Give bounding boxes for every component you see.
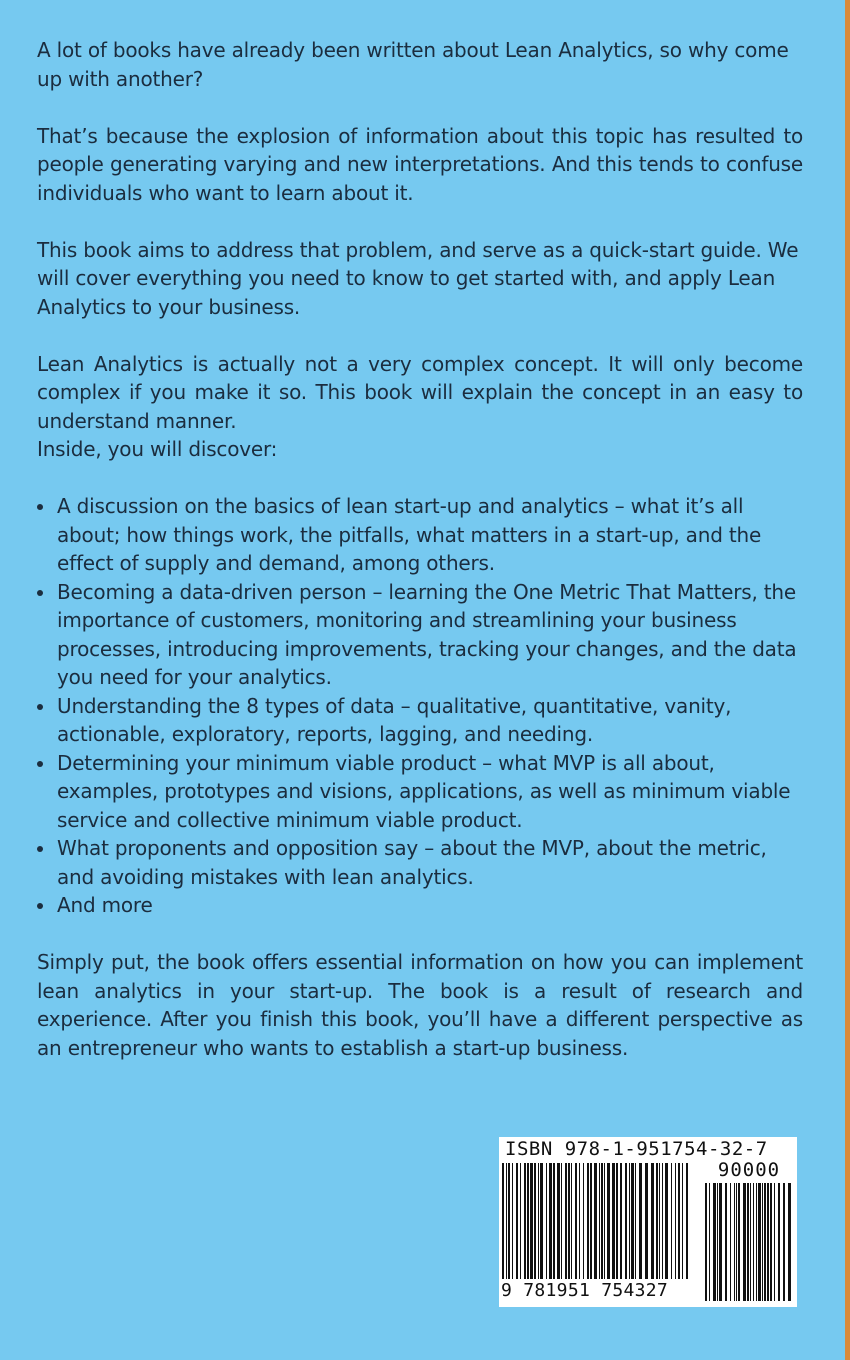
barcode-bar bbox=[656, 1163, 658, 1279]
barcode-bar bbox=[671, 1163, 672, 1279]
barcode-bar bbox=[601, 1163, 603, 1279]
barcode-bar bbox=[635, 1163, 636, 1279]
barcode-bar bbox=[678, 1163, 680, 1279]
barcode-bar bbox=[625, 1163, 627, 1279]
barcode-bar bbox=[587, 1163, 589, 1279]
barcode-bar bbox=[762, 1183, 763, 1301]
barcode-bar bbox=[546, 1163, 547, 1279]
barcode-bar bbox=[512, 1163, 513, 1279]
barcode-bar bbox=[764, 1183, 766, 1301]
concept-paragraph: Lean Analytics is actually not a very complex concept. It will only become complex if you make it so. This book will explain the concept in an easy to understand manner. bbox=[37, 351, 803, 433]
barcode-bar bbox=[540, 1163, 543, 1279]
barcode-bar bbox=[788, 1183, 791, 1301]
barcode-bar bbox=[527, 1163, 529, 1279]
barcode-bar bbox=[725, 1183, 727, 1301]
barcode-bar bbox=[538, 1163, 539, 1279]
barcode-bar bbox=[631, 1163, 634, 1279]
list-item: And more bbox=[37, 891, 803, 920]
discover-list bbox=[37, 492, 803, 920]
barcode-bar bbox=[599, 1163, 600, 1279]
barcode-bar bbox=[506, 1163, 507, 1279]
barcode-bar bbox=[645, 1163, 648, 1279]
barcode-bar bbox=[734, 1183, 735, 1301]
isbn-label: ISBN 978-1-951754-32-7 bbox=[505, 1138, 768, 1160]
barcode-bar bbox=[738, 1183, 740, 1301]
barcode-bar bbox=[616, 1163, 618, 1279]
barcode-bar bbox=[565, 1163, 567, 1279]
barcode-bar bbox=[583, 1163, 584, 1279]
list-item: Determining your minimum viable product – what MVP is all about, examples, prototypes and visions, applications, as well as minimum viable service and collective minimum viable product. bbox=[37, 749, 803, 835]
barcode-bar bbox=[730, 1183, 731, 1301]
back-cover-text bbox=[37, 36, 803, 1091]
barcode-bar bbox=[778, 1183, 780, 1301]
barcode-bar bbox=[520, 1163, 521, 1279]
barcode-bar bbox=[659, 1163, 660, 1279]
aim-paragraph: This book aims to address that problem, and serve as a quick-start guide. We will cover everything you need to know to get started with, and apply Lean Analytics to your business. bbox=[37, 237, 799, 319]
barcode-bar bbox=[502, 1163, 504, 1279]
barcode-addon-number: 90000 bbox=[717, 1159, 781, 1181]
barcode-bar bbox=[756, 1183, 757, 1301]
barcode-bar bbox=[629, 1163, 630, 1279]
barcode-bar bbox=[579, 1163, 580, 1279]
discover-heading: Inside, you will discover: bbox=[37, 437, 278, 461]
barcode-bar bbox=[651, 1163, 654, 1279]
barcode-bar bbox=[747, 1183, 749, 1301]
barcode-bar bbox=[682, 1163, 683, 1279]
barcode-bar bbox=[713, 1183, 716, 1301]
barcode-bar bbox=[561, 1163, 562, 1279]
barcode-bar bbox=[750, 1183, 751, 1301]
barcode-bar bbox=[665, 1163, 668, 1279]
barcode-bar bbox=[675, 1163, 676, 1279]
barcode-bar bbox=[549, 1163, 552, 1279]
barcode-bar bbox=[770, 1183, 772, 1301]
barcode-bar bbox=[524, 1163, 526, 1279]
barcode-bar bbox=[534, 1163, 536, 1279]
barcode-bar bbox=[594, 1163, 597, 1279]
barcode-bar bbox=[774, 1183, 775, 1301]
barcode-bar bbox=[662, 1163, 663, 1279]
barcode-bar bbox=[709, 1183, 710, 1301]
barcode-bar bbox=[607, 1163, 610, 1279]
intro-paragraph: A lot of books have already been written about Lean Analytics, so why come up with another? bbox=[37, 38, 789, 91]
isbn-barcode bbox=[499, 1137, 797, 1307]
barcode-bar bbox=[557, 1163, 560, 1279]
barcode-bar bbox=[743, 1183, 746, 1301]
barcode-bar bbox=[719, 1183, 722, 1301]
spine-edge bbox=[845, 0, 850, 1360]
barcode-bar bbox=[571, 1163, 572, 1279]
barcode-bar bbox=[590, 1163, 592, 1279]
barcode-bar bbox=[686, 1163, 688, 1279]
ean-digits: 9 781951 754327 bbox=[501, 1280, 669, 1301]
barcode-bar bbox=[530, 1163, 533, 1279]
barcode-bar bbox=[753, 1183, 754, 1301]
barcode-bar bbox=[758, 1183, 761, 1301]
closing-paragraph: Simply put, the book offers essential information on how you can implement lean analytics in your start-up. The book is a result of research and experience. After you finish this book, you’ll have a different perspective as an entrepreneur who wants to establish a start-up business. bbox=[37, 950, 803, 1060]
barcode-bar bbox=[783, 1183, 785, 1301]
barcode-bar bbox=[568, 1163, 570, 1279]
barcode-bar bbox=[612, 1163, 615, 1279]
list-item: A discussion on the basics of lean start-up and analytics – what it’s all about; how things work, the pitfalls, what matters in a start-up, and the effect of supply and demand, among others. bbox=[37, 492, 803, 578]
explosion-paragraph: That’s because the explosion of information about this topic has resulted to people generating varying and new interpretations. And this tends to confuse individuals who want to learn about it. bbox=[37, 123, 803, 205]
barcode-bar bbox=[767, 1183, 769, 1301]
barcode-bar bbox=[553, 1163, 555, 1279]
barcode-bar bbox=[639, 1163, 642, 1279]
barcode-bar bbox=[717, 1183, 718, 1301]
barcode-bar bbox=[736, 1183, 737, 1301]
barcode-bar bbox=[508, 1163, 510, 1279]
barcode-bar bbox=[705, 1183, 707, 1301]
list-item: What proponents and opposition say – about the MVP, about the metric, and avoiding mistakes with lean analytics. bbox=[37, 834, 803, 891]
barcode-bar bbox=[620, 1163, 622, 1279]
list-item: Becoming a data-driven person – learning the One Metric That Matters, the importance of customers, monitoring and streamlining your business processes, introducing improvements, tracking your changes, and the data you need for your analytics. bbox=[37, 578, 803, 692]
barcode-bar bbox=[575, 1163, 577, 1279]
barcode-bar bbox=[516, 1163, 518, 1279]
list-item: Understanding the 8 types of data – qualitative, quantitative, vanity, actionable, exploratory, reports, lagging, and needing. bbox=[37, 692, 803, 749]
barcode-bar bbox=[604, 1163, 605, 1279]
